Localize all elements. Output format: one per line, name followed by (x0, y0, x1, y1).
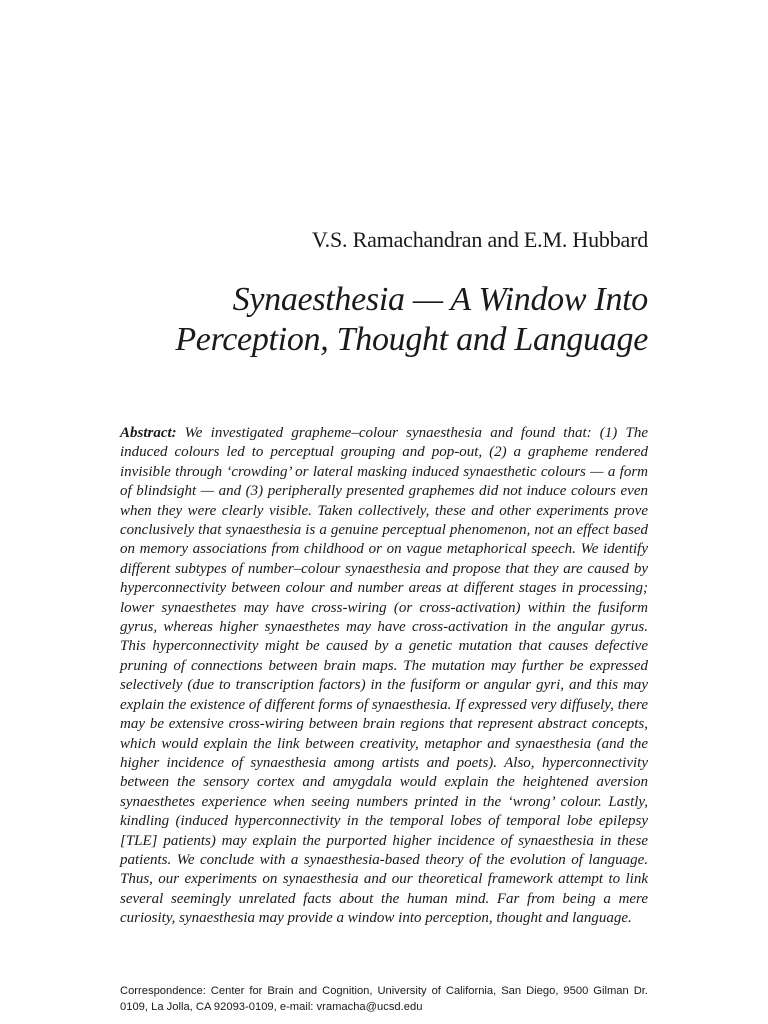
abstract-text: We investigated grapheme–colour synaesthesia and found that: (1) The induced colours led to perceptual grouping and pop-out, (2) a grapheme rendered invisible through ‘crowding’ or lateral masking induced synaesthetic colours — a form of blindsight — and (3) peripherally presented graphemes did not induce colours even when they were clearly visible. Taken collectively, these and other experiments prove conclusively that synaesthesia is a genuine perceptual phenomenon, not an effect based on memory associations from childhood or on vague metaphorical speech. We identify different subtypes of number–colour synaesthesia and propose that they are caused by hyperconnectivity between colour and number areas at different stages in processing; lower synaesthetes may have cross-wiring (or cross-activation) within the fusiform gyrus, whereas higher synaesthetes may have cross-activation in the angular gyrus. This hyperconnectivity might be caused by a genetic mutation that causes defective pruning of connections between brain maps. The mutation may further be expressed selectively (due to transcription factors) in the fusiform or angular gyri, and this may explain the existence of different forms of synaesthesia. If expressed very diffusely, there may be extensive cross-wiring between brain regions that represent abstract concepts, which would explain the link between creativity, metaphor and synaesthesia (and the higher incidence of synaesthesia among artists and poets). Also, hyperconnectivity between the sensory cortex and amygdala would explain the heightened aversion synaesthetes experience when seeing numbers printed in the ‘wrong’ colour. Lastly, kindling (induced hyperconnectivity in the temporal lobes of temporal lobe epilepsy [TLE] patients) may explain the purported higher incidence of synaesthesia in these patients. We conclude with a synaesthesia-based theory of the evolution of language. Thus, our experiments on synaesthesia and our theoretical framework attempt to link several seemingly unrelated facts about the human mind. Far from being a mere curiosity, synaesthesia may provide a window into perception, thought and language. (120, 425, 648, 927)
paper-title-line-1: Synaesthesia — A Window Into (232, 281, 648, 318)
abstract-label: Abstract: (120, 425, 177, 441)
paper-authors: V.S. Ramachandran and E.M. Hubbard (311, 227, 648, 252)
paper-title (175, 280, 648, 360)
paper-title-line-2: Perception, Thought and Language (175, 321, 648, 358)
correspondence-footnote: Correspondence: Center for Brain and Cognition, University of California, San Diego, 9500 Gilman Dr. 0109, La Jolla, CA 92093-0109, e-mail: vramacha@ucsd.edu (120, 985, 648, 1013)
abstract (120, 424, 648, 929)
